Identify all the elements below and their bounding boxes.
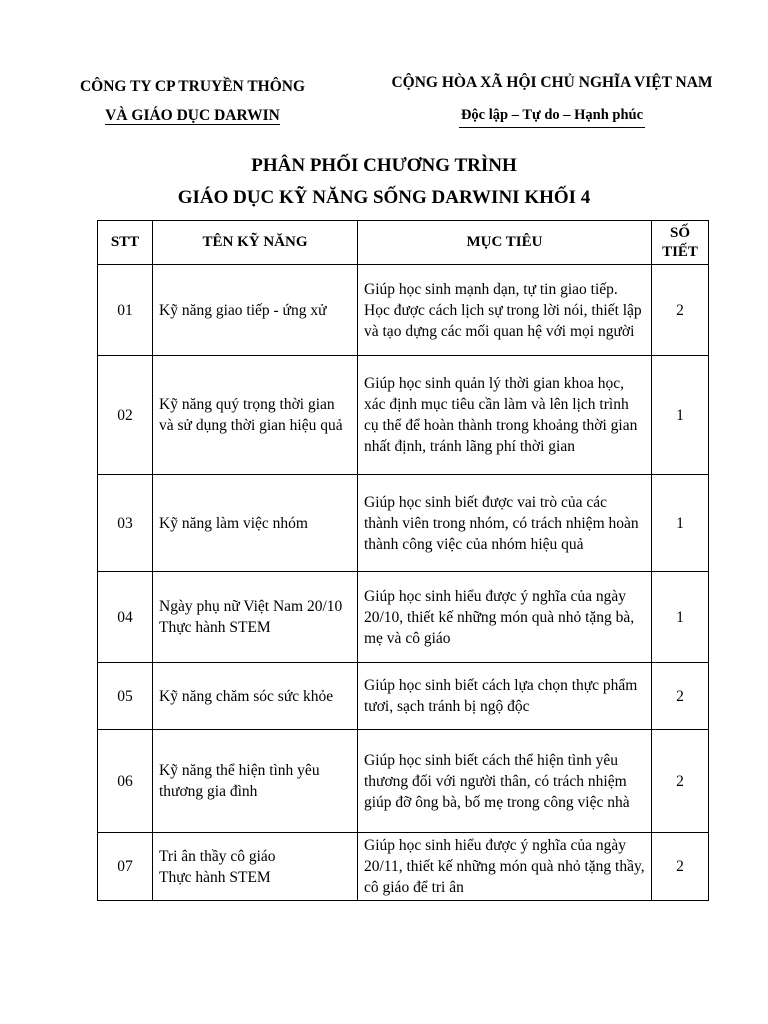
document-title: PHÂN PHỐI CHƯƠNG TRÌNH bbox=[251, 155, 517, 176]
table-row bbox=[98, 356, 709, 475]
row-objective: Giúp học sinh biết được vai trò của các thành viên trong nhóm, có trách nhiệm hoàn thành công việc của nhóm hiệu quả bbox=[358, 475, 652, 572]
column-header-stt: STT bbox=[98, 221, 153, 265]
program-table bbox=[97, 220, 709, 901]
row-periods: 2 bbox=[652, 265, 709, 356]
row-objective: Giúp học sinh biết cách lựa chọn thực phẩm tươi, sạch tránh bị ngộ độc bbox=[358, 663, 652, 730]
row-periods: 2 bbox=[652, 663, 709, 730]
row-periods: 2 bbox=[652, 730, 709, 833]
row-skill-name: Ngày phụ nữ Việt Nam 20/10 Thực hành STEM bbox=[153, 572, 358, 663]
column-header-objective: MỤC TIÊU bbox=[358, 221, 652, 265]
row-stt: 07 bbox=[98, 833, 153, 901]
table-row bbox=[98, 663, 709, 730]
row-skill-name: Kỹ năng quý trọng thời gian và sử dụng thời gian hiệu quả bbox=[153, 356, 358, 475]
row-skill-name: Kỹ năng chăm sóc sức khỏe bbox=[153, 663, 358, 730]
national-header bbox=[372, 72, 732, 128]
table-row bbox=[98, 833, 709, 901]
row-objective: Giúp học sinh hiểu được ý nghĩa của ngày 20/10, thiết kế những món quà nhỏ tặng bà, mẹ và cô giáo bbox=[358, 572, 652, 663]
national-motto: Độc lập – Tự do – Hạnh phúc bbox=[459, 105, 645, 128]
row-periods: 1 bbox=[652, 572, 709, 663]
column-header-skill-name: TÊN KỸ NĂNG bbox=[153, 221, 358, 265]
row-periods: 1 bbox=[652, 356, 709, 475]
row-stt: 01 bbox=[98, 265, 153, 356]
document-subtitle: GIÁO DỤC KỸ NĂNG SỐNG DARWINI KHỐI 4 bbox=[177, 187, 591, 208]
row-periods: 2 bbox=[652, 833, 709, 901]
company-name-line2: VÀ GIÁO DỤC DARWIN bbox=[105, 107, 280, 124]
row-periods: 1 bbox=[652, 475, 709, 572]
company-name-line1: CÔNG TY CP TRUYỀN THÔNG bbox=[79, 78, 306, 95]
table-row bbox=[98, 730, 709, 833]
table-row bbox=[98, 572, 709, 663]
row-objective: Giúp học sinh biết cách thể hiện tình yêu thương đối với người thân, có trách nhiệm giúp đỡ ông bà, bố mẹ trong công việc nhà bbox=[358, 730, 652, 833]
table-header-row bbox=[98, 221, 709, 265]
row-skill-name: Kỹ năng giao tiếp - ứng xử bbox=[153, 265, 358, 356]
row-stt: 02 bbox=[98, 356, 153, 475]
row-skill-name: Tri ân thầy cô giáo Thực hành STEM bbox=[153, 833, 358, 901]
table-row bbox=[98, 475, 709, 572]
row-stt: 04 bbox=[98, 572, 153, 663]
row-stt: 06 bbox=[98, 730, 153, 833]
row-skill-name: Kỹ năng làm việc nhóm bbox=[153, 475, 358, 572]
row-stt: 05 bbox=[98, 663, 153, 730]
country-name: CỘNG HÒA XÃ HỘI CHỦ NGHĨA VIỆT NAM bbox=[391, 74, 713, 91]
row-objective: Giúp học sinh hiểu được ý nghĩa của ngày 20/11, thiết kế những món quà nhỏ tặng thầy, cô giáo để tri ân bbox=[358, 833, 652, 901]
row-skill-name: Kỹ năng thể hiện tình yêu thương gia đình bbox=[153, 730, 358, 833]
company-header bbox=[50, 72, 335, 130]
column-header-periods: SỐ TIẾT bbox=[652, 221, 709, 265]
row-stt: 03 bbox=[98, 475, 153, 572]
row-objective: Giúp học sinh quản lý thời gian khoa học, xác định mục tiêu cần làm và lên lịch trình cụ thể để hoàn thành trong khoảng thời gian nhất định, tránh lãng phí thời gian bbox=[358, 356, 652, 475]
row-objective: Giúp học sinh mạnh dạn, tự tin giao tiếp. Học được cách lịch sự trong lời nói, thiết lập và tạo dựng các mối quan hệ với mọi người bbox=[358, 265, 652, 356]
table-row bbox=[98, 265, 709, 356]
